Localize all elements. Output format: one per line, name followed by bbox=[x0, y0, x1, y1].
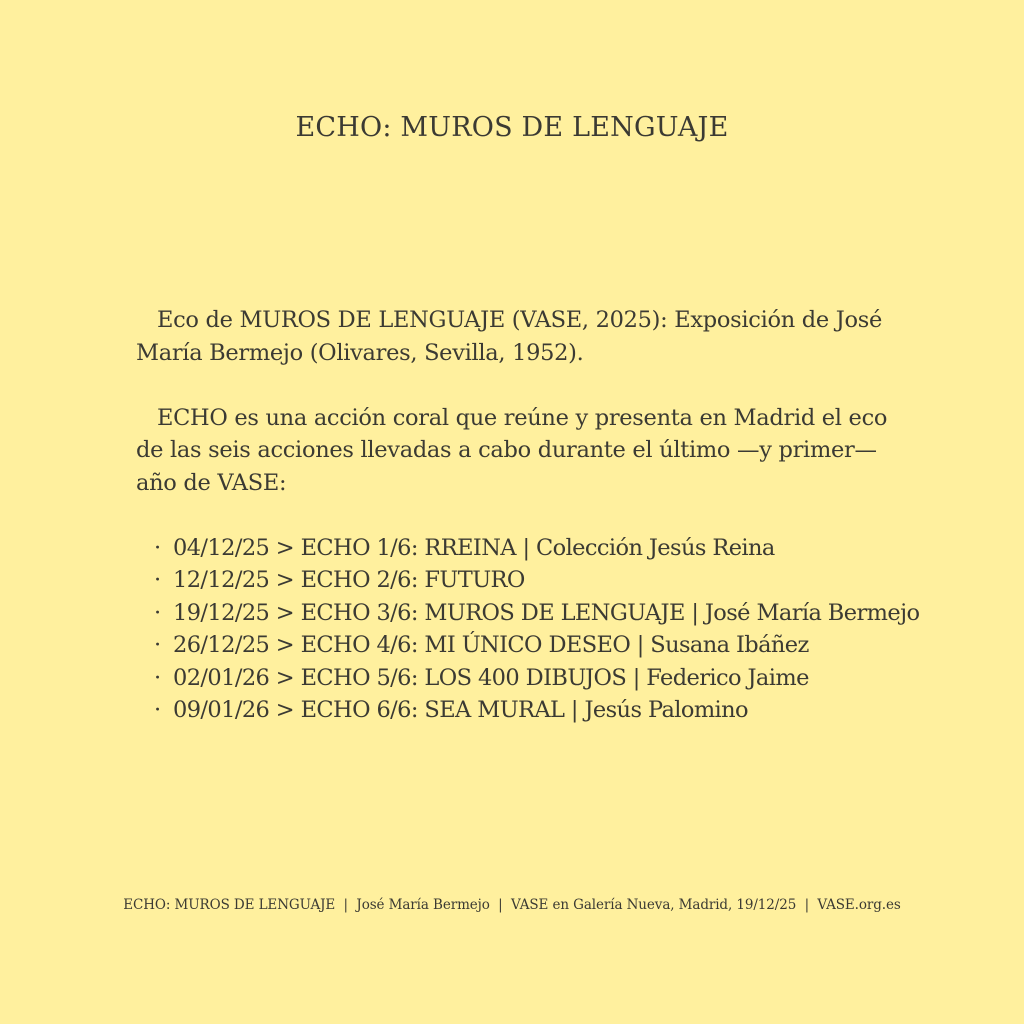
list-item bbox=[136, 629, 896, 662]
page-title: ECHO: MUROS DE LENGUAJE bbox=[295, 112, 729, 143]
description-paragraph: ECHO es una acción coral que reúne y presenta en Madrid el eco de las seis acciones llevadas a cabo durante el último —y primer— año de VASE: bbox=[136, 404, 888, 496]
intro-paragraph: Eco de MUROS DE LENGUAJE (VASE, 2025): Exposición de José María Bermejo (Olivares, Sevilla, 1952). bbox=[136, 307, 882, 366]
footer-text: ECHO: MUROS DE LENGUAJE | José María Bermejo | VASE en Galería Nueva, Madrid, 19/12/25 | VASE.org.es bbox=[123, 897, 901, 913]
list-item bbox=[136, 564, 896, 597]
event-text: 09/01/26 > ECHO 6/6: SEA MURAL | Jesús Palomino bbox=[173, 697, 748, 723]
list-item bbox=[136, 597, 920, 630]
bullet-icon: · bbox=[154, 632, 161, 658]
document-body bbox=[136, 304, 920, 727]
page-footer bbox=[0, 895, 1024, 915]
event-text: 26/12/25 > ECHO 4/6: MI ÚNICO DESEO | Susana Ibáñez bbox=[173, 632, 809, 658]
event-list bbox=[136, 532, 920, 727]
event-text: 19/12/25 > ECHO 3/6: MUROS DE LENGUAJE | José María Bermejo bbox=[173, 599, 920, 626]
bullet-icon: · bbox=[154, 599, 161, 626]
list-item bbox=[136, 662, 896, 695]
list-item bbox=[136, 694, 896, 727]
event-text: 12/12/25 > ECHO 2/6: FUTURO bbox=[173, 567, 525, 593]
bullet-icon: · bbox=[154, 697, 161, 723]
event-text: 04/12/25 > ECHO 1/6: RREINA | Colección Jesús Reina bbox=[173, 534, 775, 561]
list-item bbox=[136, 532, 896, 565]
event-text: 02/01/26 > ECHO 5/6: LOS 400 DIBUJOS | Federico Jaime bbox=[173, 664, 809, 691]
bullet-icon: · bbox=[154, 664, 161, 691]
bullet-icon: · bbox=[154, 534, 161, 561]
bullet-icon: · bbox=[154, 567, 161, 593]
